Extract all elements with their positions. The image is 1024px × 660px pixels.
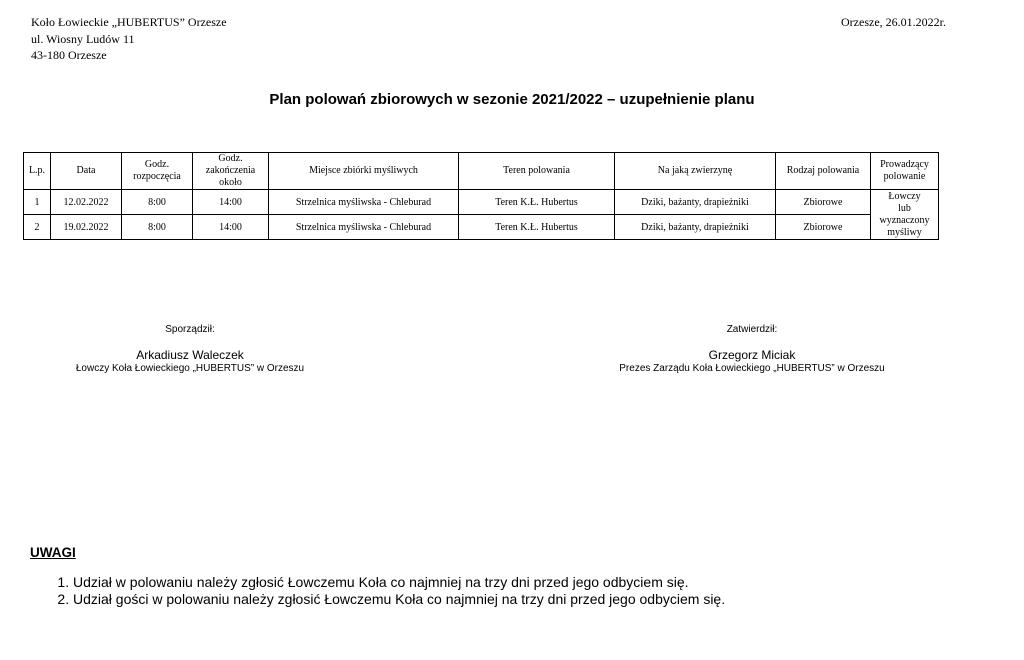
cell-hunt-type: Zbiorowe	[776, 190, 871, 215]
list-item: 2. Udział gości w polowaniu należy zgłosić Łowczemu Koła co najmniej na trzy dni przed jego odbyciem się.	[73, 591, 725, 608]
cell-end: 14:00	[193, 190, 269, 215]
cell-hunt-type: Zbiorowe	[776, 215, 871, 240]
table-row	[24, 190, 939, 215]
header-area: Teren polowania	[459, 153, 615, 190]
org-city: 43-180 Orzesze	[31, 48, 107, 62]
cell-start: 8:00	[122, 190, 193, 215]
table-header-row	[24, 153, 939, 190]
header-end-line-2: zakończenia	[205, 165, 256, 176]
org-street: ul. Wiosny Ludów 11	[31, 31, 135, 46]
header-leader	[871, 153, 939, 190]
leader-line-4: myśliwy	[887, 226, 922, 238]
leader-line-1: Łowczy	[888, 190, 921, 202]
notes-title: UWAGI	[30, 545, 76, 560]
cell-lp: 1	[24, 190, 51, 215]
cell-place: Strzelnica myśliwska - Chleburad	[269, 190, 459, 215]
header-leader-line-1: Prowadzący	[880, 159, 929, 170]
org-name: Koło Łowieckie „HUBERTUS” Orzesze	[31, 15, 227, 29]
notes-list	[33, 574, 725, 608]
header-game: Na jaką zwierzynę	[615, 153, 776, 190]
approved-by-name: Grzegorz Miciak	[708, 348, 796, 362]
cell-date: 12.02.2022	[51, 190, 122, 215]
header-place: Miejsce zbiórki myśliwych	[269, 153, 459, 190]
header-date: Data	[51, 153, 122, 190]
header-start-line-1: Godz.	[144, 159, 170, 170]
table-row	[24, 215, 939, 240]
cell-area: Teren K.Ł. Hubertus	[459, 215, 615, 240]
document-title: Plan polowań zbiorowych w sezonie 2021/2022 – uzupełnienie planu	[269, 91, 755, 108]
leader-line-2: lub	[898, 202, 911, 214]
cell-lp: 2	[24, 215, 51, 240]
header-leader-line-2: polowanie	[883, 171, 926, 182]
cell-game: Dziki, bażanty, drapieżniki	[615, 215, 776, 240]
header-end-time	[193, 153, 269, 190]
place-date: Orzesze, 26.01.2022r.	[841, 15, 946, 29]
cell-leader	[871, 190, 939, 240]
header-start-time	[122, 153, 193, 190]
header-end-line-3: około	[219, 177, 242, 188]
header-hunt-type: Rodzaj polowania	[776, 153, 871, 190]
cell-game: Dziki, bażanty, drapieżniki	[615, 190, 776, 215]
header-lp: L.p.	[24, 153, 51, 190]
cell-area: Teren K.Ł. Hubertus	[459, 190, 615, 215]
prepared-by-label: Sporządził:	[165, 324, 215, 335]
header-start-line-2: rozpoczęcia	[133, 171, 181, 182]
header-end-line-1: Godz.	[218, 153, 243, 164]
hunting-plan-table	[23, 152, 939, 240]
prepared-by-role: Łowczy Koła Łowieckiego „HUBERTUS” w Orzeszu	[75, 363, 305, 374]
cell-start: 8:00	[122, 215, 193, 240]
cell-end: 14:00	[193, 215, 269, 240]
organization-address	[31, 14, 227, 64]
prepared-by-name: Arkadiusz Waleczek	[136, 348, 244, 362]
prepared-by-block	[40, 324, 340, 375]
list-item: 1. Udział w polowaniu należy zgłosić Łowczemu Koła co najmniej na trzy dni przed jego odbyciem się.	[73, 574, 725, 591]
approved-by-role: Prezes Zarządu Koła Łowieckiego „HUBERTUS” w Orzeszu	[619, 363, 885, 374]
approved-by-block	[577, 324, 927, 375]
leader-line-3: wyznaczony	[879, 214, 930, 226]
cell-place: Strzelnica myśliwska - Chleburad	[269, 215, 459, 240]
cell-date: 19.02.2022	[51, 215, 122, 240]
approved-by-label: Zatwierdził:	[726, 324, 778, 335]
